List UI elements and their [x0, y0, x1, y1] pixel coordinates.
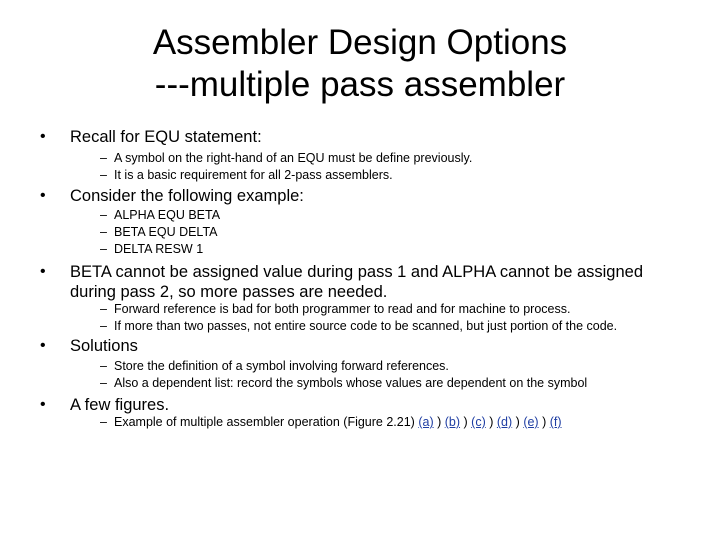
dash-icon: – — [100, 151, 107, 165]
figure-link-b[interactable]: (b) — [444, 415, 461, 429]
sub-item-text: A symbol on the right-hand of an EQU must be define previously. — [114, 151, 473, 165]
figure-link-c[interactable]: (c) — [471, 415, 486, 429]
bullet-text: A few figures. — [70, 396, 170, 414]
sub-item-text: If more than two passes, not entire source code to be scanned, but just portion of the code. — [114, 319, 618, 333]
bullet-dot-icon: • — [40, 128, 46, 145]
bullet-dot-icon: • — [40, 337, 46, 354]
bullet-text: Solutions — [70, 337, 138, 355]
dash-icon: – — [100, 242, 107, 256]
dash-icon: – — [100, 415, 107, 429]
dash-icon: – — [100, 319, 107, 333]
sub-item-text: It is a basic requirement for all 2-pass assemblers. — [114, 168, 393, 182]
sub-item-text: BETA EQU DELTA — [114, 225, 218, 239]
sub-item-text-with-links — [114, 414, 562, 431]
link-separator: ) — [515, 415, 520, 429]
figure-link-f[interactable]: (f) — [549, 415, 562, 429]
bullet-dot-icon: • — [40, 263, 46, 280]
sub-item-text: Also a dependent list: record the symbols whose values are dependent on the symbol — [114, 376, 588, 390]
bullet-text: Consider the following example: — [70, 187, 304, 205]
dash-icon: – — [100, 225, 107, 239]
bullet-text: BETA cannot be assigned value during pass 1 and ALPHA cannot be assigned during pass 2, so more passes are needed. — [70, 263, 644, 301]
link-separator: ) — [489, 415, 494, 429]
dash-icon: – — [100, 168, 107, 182]
dash-icon: – — [100, 208, 107, 222]
link-separator: ) — [463, 415, 468, 429]
dash-icon: – — [100, 302, 107, 316]
bullet-text: Recall for EQU statement: — [70, 128, 262, 146]
bullet-dot-icon: • — [40, 187, 46, 204]
title-line-2: ---multiple pass assembler — [154, 65, 566, 104]
figure-link-d[interactable]: (d) — [496, 415, 513, 429]
link-separator: ) — [542, 415, 547, 429]
sub-item-text: Store the definition of a symbol involving forward references. — [114, 359, 449, 373]
sub-item-text: Example of multiple assembler operation (Figure 2.21) — [114, 415, 415, 429]
dash-icon: – — [100, 376, 107, 390]
dash-icon: – — [100, 359, 107, 373]
link-separator: ) — [437, 415, 442, 429]
bullet-dot-icon: • — [40, 396, 46, 413]
sub-item-text: Forward reference is bad for both programmer to read and for machine to process. — [114, 302, 571, 316]
figure-link-a[interactable]: (a) — [418, 415, 434, 429]
sub-item-text: DELTA RESW 1 — [114, 242, 204, 256]
figure-link-e[interactable]: (e) — [523, 415, 539, 429]
title-line-1: Assembler Design Options — [152, 23, 568, 62]
slide-title — [0, 22, 720, 106]
sub-item-text: ALPHA EQU BETA — [114, 208, 221, 222]
